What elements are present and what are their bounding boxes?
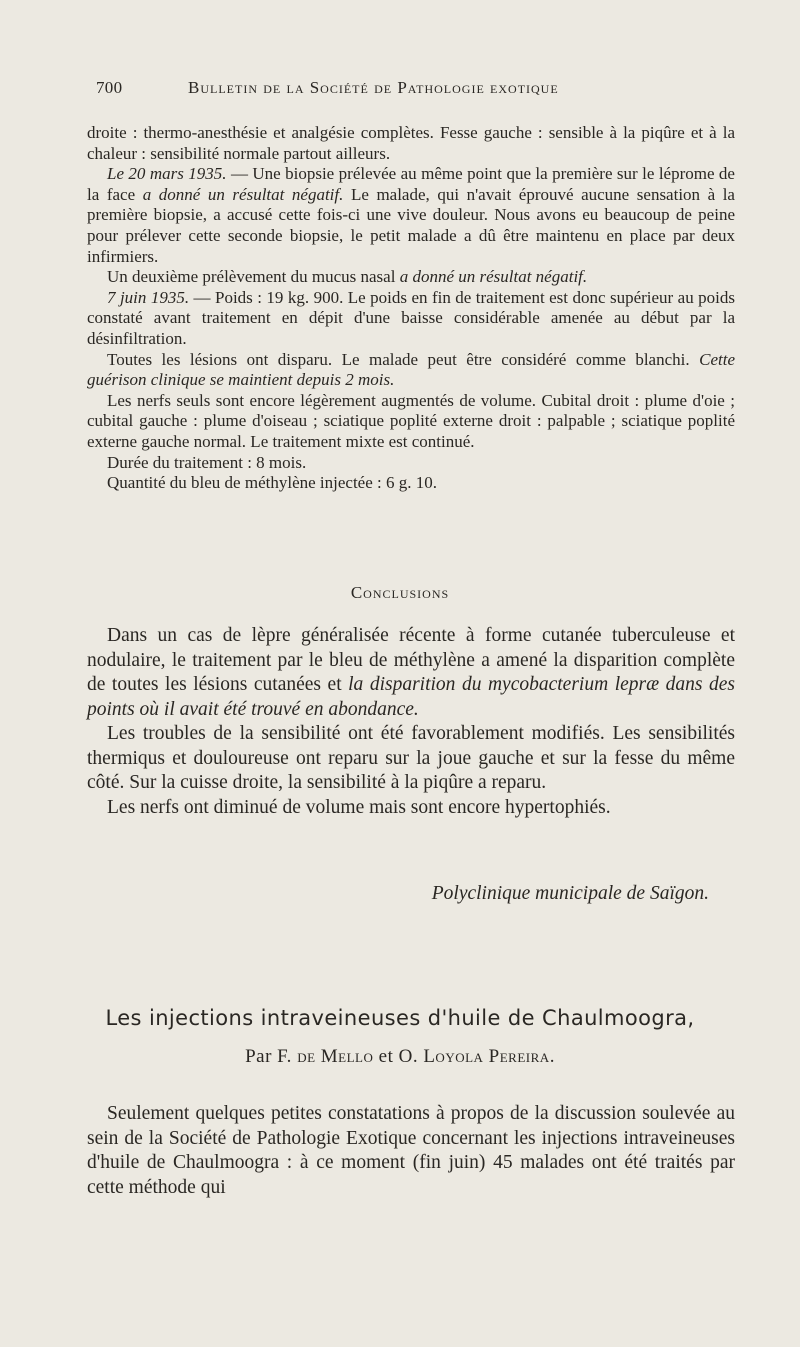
conclusion-paragraph: Les nerfs ont diminué de volume mais sont encore hypertophiés. [107, 796, 611, 818]
conclusions-text [87, 624, 735, 820]
case-paragraph: Quantité du bleu de méthylène injectée : 6 g. 10. [107, 473, 437, 493]
signature: Polyclinique municipale de Saïgon. [431, 883, 709, 904]
running-title: Bulletin de la Société de Pathologie exotique [188, 78, 559, 97]
date-label: 7 juin 1935. [107, 287, 190, 307]
case-paragraph: 7 juin 1935. — Poids : 19 kg. 900. Le poids en fin de traitement est donc supérieur au poids constaté avant traitement en dépit d'une baisse considérable amenée au début par la désinfiltration. [87, 287, 735, 348]
case-report-text [87, 123, 735, 494]
case-paragraph: Le 20 mars 1935. — Une biopsie prélevée au même point que la première sur le léprome de la face a donné un résultat négatif. Le malade, qui n'avait éprouvé aucune sensation à la première biopsie, a accusé cette fois-ci une vive douleur. Nous avons eu beaucoup de peine pour prélever cette seconde biopsie, le petit malade a dû être maintenu en place par deux infirmiers. [87, 164, 735, 266]
date-label: Le 20 mars 1935. [107, 164, 227, 184]
article-title: Les injections intraveineuses d'huile de Chaulmoogra, [105, 1006, 695, 1030]
page-number: 700 [96, 78, 123, 97]
case-paragraph: droite : thermo-anesthésie et analgésie complètes. Fesse gauche : sensible à la piqûre et à la chaleur : sensibilité normale partout ailleurs. [87, 123, 735, 163]
conclusions-heading: Conclusions [350, 583, 450, 602]
conclusion-paragraph: Les troubles de la sensibilité ont été favorablement modifiés. Les sensibilités thermiqus et douloureuse ont reparu sur la joue gauche et sur la fesse du même côté. Sur la cuisse droite, la sensibilité à la piqûre a reparu. [87, 723, 735, 793]
article-authors: Par F. de Mello et O. Loyola Pereira. [245, 1046, 555, 1067]
article-paragraph: Seulement quelques petites constatations à propos de la discussion soulevée au sein de la Société de Pathologie Exotique concernant les injections intraveineuses d'huile de Chaulmoogra : à ce moment (fin juin) 45 malades ont été traités par cette méthode qui [87, 1103, 735, 1198]
case-paragraph: Durée du traitement : 8 mois. [107, 452, 307, 472]
article-body [87, 1102, 735, 1200]
case-paragraph: Les nerfs seuls sont encore légèrement augmentés de volume. Cubital droit : plume d'oie ; cubital gauche : plume d'oiseau ; sciatique poplité externe droit : palpable ; sciatique poplité externe gauche normal. Le traitement mixte est continué. [87, 390, 735, 451]
case-paragraph: Un deuxième prélèvement du mucus nasal a donné un résultat négatif. [107, 267, 588, 287]
conclusion-paragraph: Dans un cas de lèpre généralisée récente à forme cutanée tuberculeuse et nodulaire, le traitement par le bleu de méthylène a amené la disparition complète de toutes les lésions cutanées et la disparition du mycobacterium lepræ dans des points où il avait été trouvé en abondance. [87, 625, 735, 720]
case-paragraph: Toutes les lésions ont disparu. Le malade peut être considéré comme blanchi. Cette guérison clinique se maintient depuis 2 mois. [87, 349, 735, 390]
